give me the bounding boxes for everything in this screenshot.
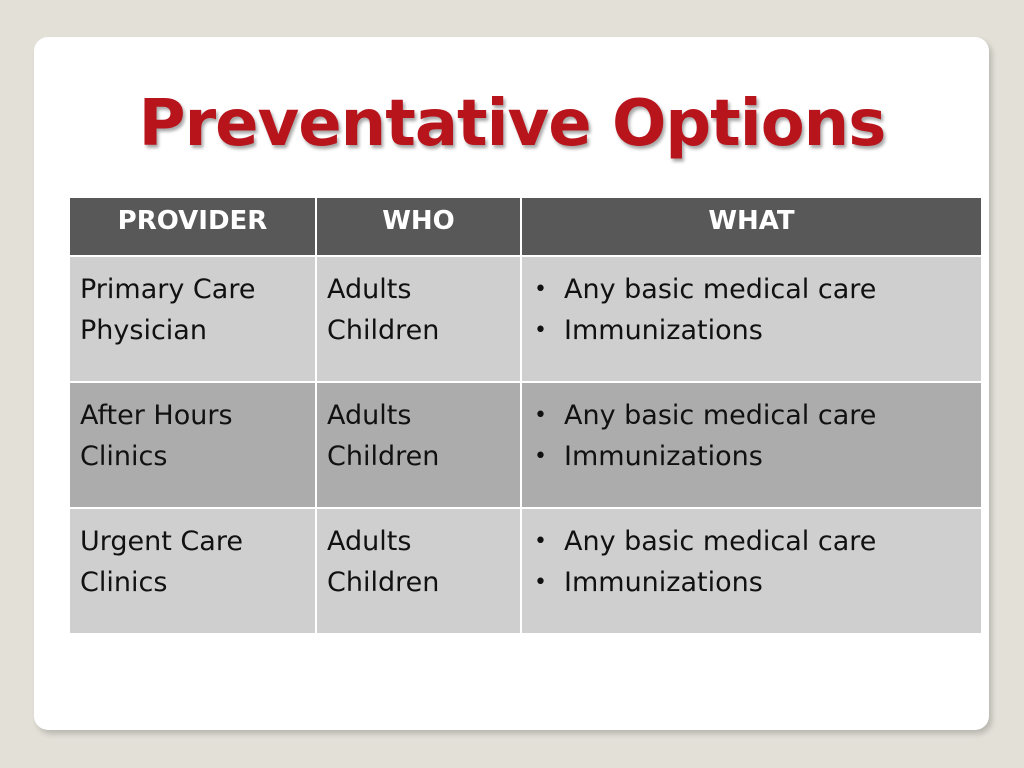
who-cell bbox=[316, 508, 521, 634]
provider-cell bbox=[69, 382, 316, 508]
what-list bbox=[532, 395, 971, 477]
header-who: WHO bbox=[316, 197, 521, 256]
list-item bbox=[534, 521, 971, 562]
who-cell bbox=[316, 382, 521, 508]
provider-line: Clinics bbox=[80, 441, 168, 472]
who-line: Adults bbox=[327, 526, 412, 557]
what-item-text: Any basic medical care bbox=[564, 274, 877, 305]
what-cell bbox=[521, 508, 982, 634]
table-row bbox=[69, 382, 982, 508]
what-item-text: Immunizations bbox=[564, 567, 763, 598]
who-line: Adults bbox=[327, 400, 412, 431]
list-item bbox=[534, 269, 971, 310]
who-line: Children bbox=[327, 315, 440, 346]
what-item-text: Immunizations bbox=[564, 315, 763, 346]
provider-line: Primary Care bbox=[80, 274, 256, 305]
header-provider: PROVIDER bbox=[69, 197, 316, 256]
what-item-text: Immunizations bbox=[564, 441, 763, 472]
preventative-options-table bbox=[68, 196, 983, 635]
header-what: WHAT bbox=[521, 197, 982, 256]
who-line: Children bbox=[327, 567, 440, 598]
what-cell bbox=[521, 256, 982, 382]
provider-line: Urgent Care bbox=[80, 526, 243, 557]
bullet-icon: • bbox=[534, 529, 547, 554]
who-line: Adults bbox=[327, 274, 412, 305]
what-list bbox=[532, 521, 971, 603]
bullet-icon: • bbox=[534, 403, 547, 428]
provider-line: Physician bbox=[80, 315, 207, 346]
slide-title: Preventative Options bbox=[138, 87, 886, 161]
list-item bbox=[534, 395, 971, 436]
what-item-text: Any basic medical care bbox=[564, 526, 877, 557]
table-row bbox=[69, 256, 982, 382]
bullet-icon: • bbox=[534, 277, 547, 302]
bullet-icon: • bbox=[534, 444, 547, 469]
what-cell bbox=[521, 382, 982, 508]
list-item bbox=[534, 310, 971, 351]
provider-line: After Hours bbox=[80, 400, 233, 431]
bullet-icon: • bbox=[534, 318, 547, 343]
what-item-text: Any basic medical care bbox=[564, 400, 877, 431]
what-list bbox=[532, 269, 971, 351]
header-row bbox=[69, 197, 982, 256]
list-item bbox=[534, 436, 971, 477]
bullet-icon: • bbox=[534, 570, 547, 595]
provider-line: Clinics bbox=[80, 567, 168, 598]
provider-cell bbox=[69, 508, 316, 634]
who-cell bbox=[316, 256, 521, 382]
list-item bbox=[534, 562, 971, 603]
provider-cell bbox=[69, 256, 316, 382]
who-line: Children bbox=[327, 441, 440, 472]
table-row bbox=[69, 508, 982, 634]
